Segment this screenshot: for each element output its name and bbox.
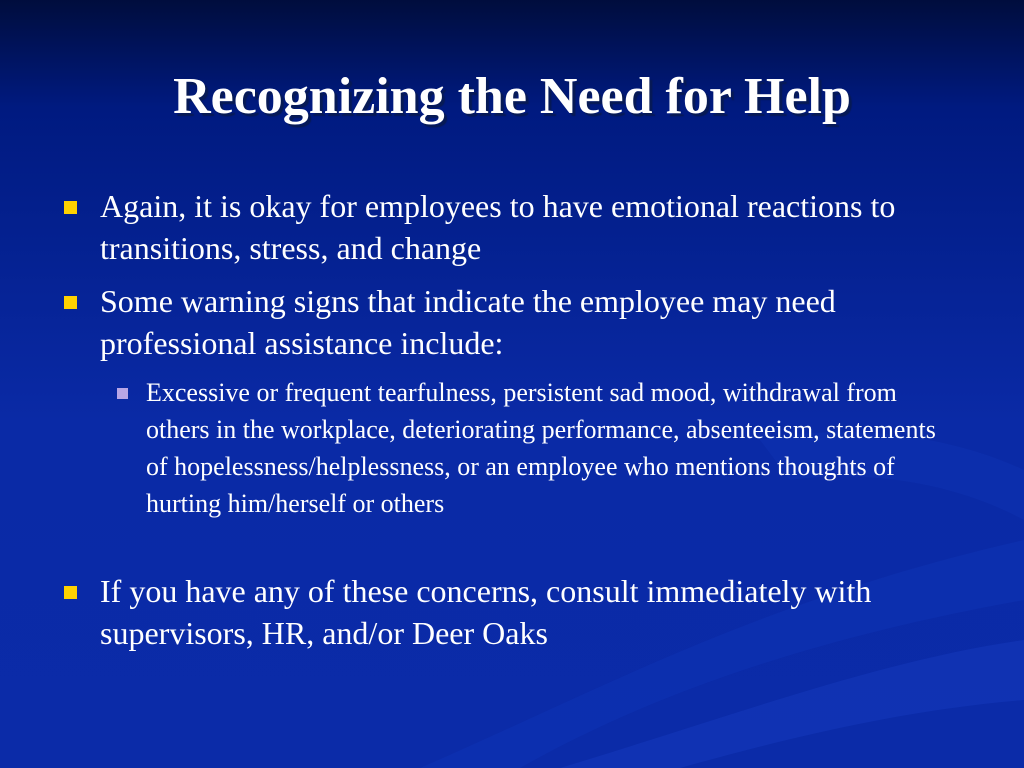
sub-bullet-item: Excessive or frequent tearfulness, persistent sad mood, withdrawal from others in the workplace, deteriorating performance, absenteeism, statements of hopelessness/helplessness, or an employee who mentions thoughts of hurting him/herself or others xyxy=(146,378,936,518)
slide-title: Recognizing the Need for Help xyxy=(173,68,851,125)
sub-bullet-square-icon xyxy=(117,388,128,399)
bullet-square-icon xyxy=(64,296,77,309)
bullet-item: Again, it is okay for employees to have emotional reactions to transitions, stress, and change xyxy=(100,188,896,266)
bullet-item: If you have any of these concerns, consult immediately with supervisors, HR, and/or Deer Oaks xyxy=(100,573,872,651)
bullet-square-icon xyxy=(64,586,77,599)
bullet-square-icon xyxy=(64,201,77,214)
bullet-item: Some warning signs that indicate the employee may need professional assistance include: xyxy=(100,283,836,361)
